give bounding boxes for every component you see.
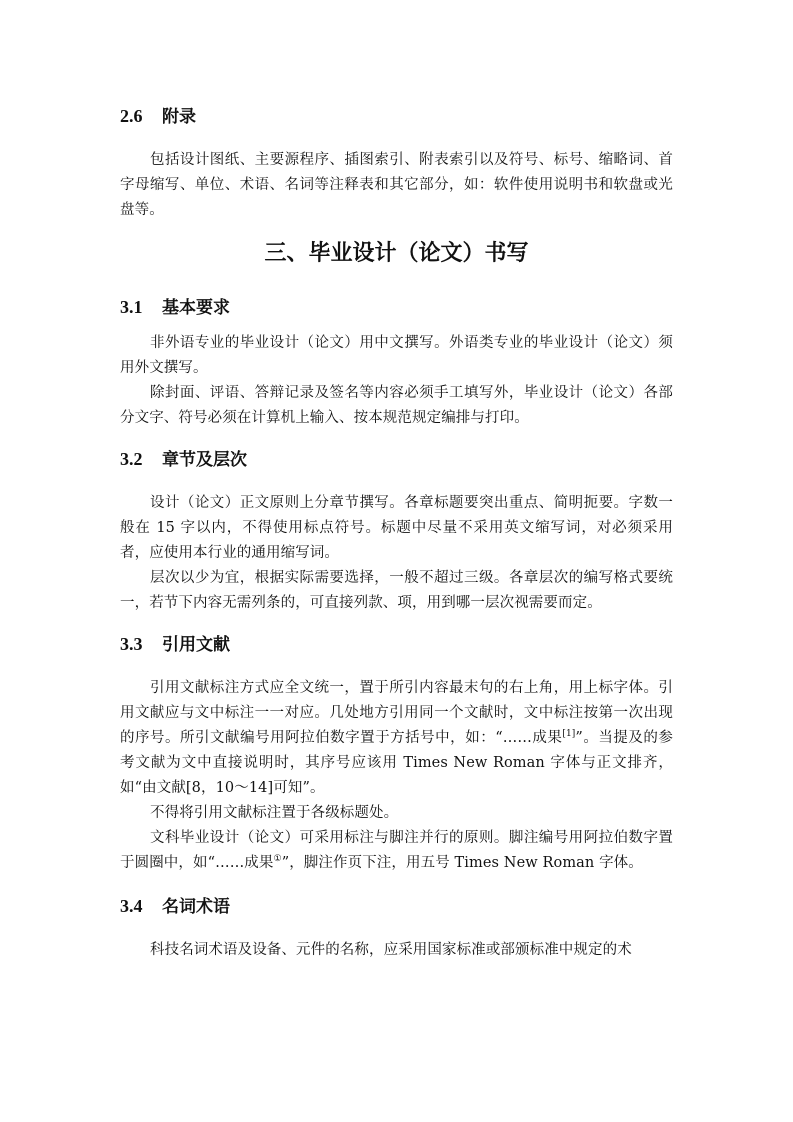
footnote-text-part-1: 文科毕业设计（论文）可采用标注与脚注并行的原则。脚注编号用阿拉伯数字置于圆圈中，如“……成果 (120, 830, 673, 871)
section-number: 3.1 (120, 297, 143, 317)
chapter-title: 三、毕业设计（论文）书写 (264, 241, 529, 266)
section-heading-2-6 (120, 102, 673, 130)
section-number: 3.2 (120, 449, 143, 469)
section-heading-3-4 (120, 892, 673, 920)
paragraph-heading-rule: 不得将引用文献标注置于各级标题处。 (150, 805, 399, 821)
section-title: 附录 (162, 107, 196, 127)
citation-text-part-1: 引用文献标注方式应全文统一，置于所引内容最末句的右上角，用上标字体。引用文献应与文中标注一一对应。几处地方引用同一个文献时，文中标注按第一次出现的序号。所引文献编号用阿拉伯数字置于方括号中，如：“……成果 (120, 680, 673, 746)
section-title: 章节及层次 (162, 450, 247, 470)
paragraph-levels: 层次以少为宜，根据实际需要选择，一般不超过三级。各章层次的编写格式要统一，若节下内容无需列条的，可直接列款、项，用到哪一层次视需要而定。 (120, 570, 673, 611)
paragraph-footnote (120, 826, 673, 876)
paragraph-citation (120, 676, 673, 801)
section-heading-3-3 (120, 630, 673, 658)
paragraph-terms: 科技名词术语及设备、元件的名称，应采用国家标准或部颁标准中规定的术 (150, 942, 632, 958)
section-title: 名词术语 (162, 897, 230, 917)
section-heading-3-1 (120, 293, 673, 321)
citation-text-part-2: ”。当提及的参考文献为文中直接说明时，其序号应该用 Times New Roman 字体与正文排齐，如“由文献[8，10～14]可知”。 (120, 730, 673, 796)
section-heading-3-2 (120, 445, 673, 473)
section-number: 3.4 (120, 896, 143, 916)
paragraph-language: 非外语专业的毕业设计（论文）用中文撰写。外语类专业的毕业设计（论文）须用外文撰写。 (120, 335, 673, 376)
document-content (120, 102, 673, 963)
section-title: 基本要求 (162, 298, 230, 318)
footnote-superscript: ① (273, 854, 282, 865)
section-title: 引用文献 (162, 635, 230, 655)
footnote-text-part-2: ”，脚注作页下注，用五号 Times New Roman 字体。 (281, 855, 643, 871)
section-number: 2.6 (120, 106, 143, 126)
paragraph-input: 除封面、评语、答辩记录及签名等内容必须手工填写外，毕业设计（论文）各部分文字、符号必须在计算机上输入、按本规范规定编排与打印。 (120, 385, 673, 426)
citation-superscript: [1] (562, 729, 576, 740)
paragraph-appendix: 包括设计图纸、主要源程序、插图索引、附表索引以及符号、标号、缩略词、首字母缩写、单位、术语、名词等注释表和其它部分，如：软件使用说明书和软盘或光盘等。 (120, 152, 673, 218)
section-number: 3.3 (120, 634, 143, 654)
paragraph-chapters: 设计（论文）正文原则上分章节撰写。各章标题要突出重点、简明扼要。字数一般在 15 字以内，不得使用标点符号。标题中尽量不采用英文缩写词，对必须采用者，应使用本行业的通用缩写词。 (120, 495, 673, 561)
